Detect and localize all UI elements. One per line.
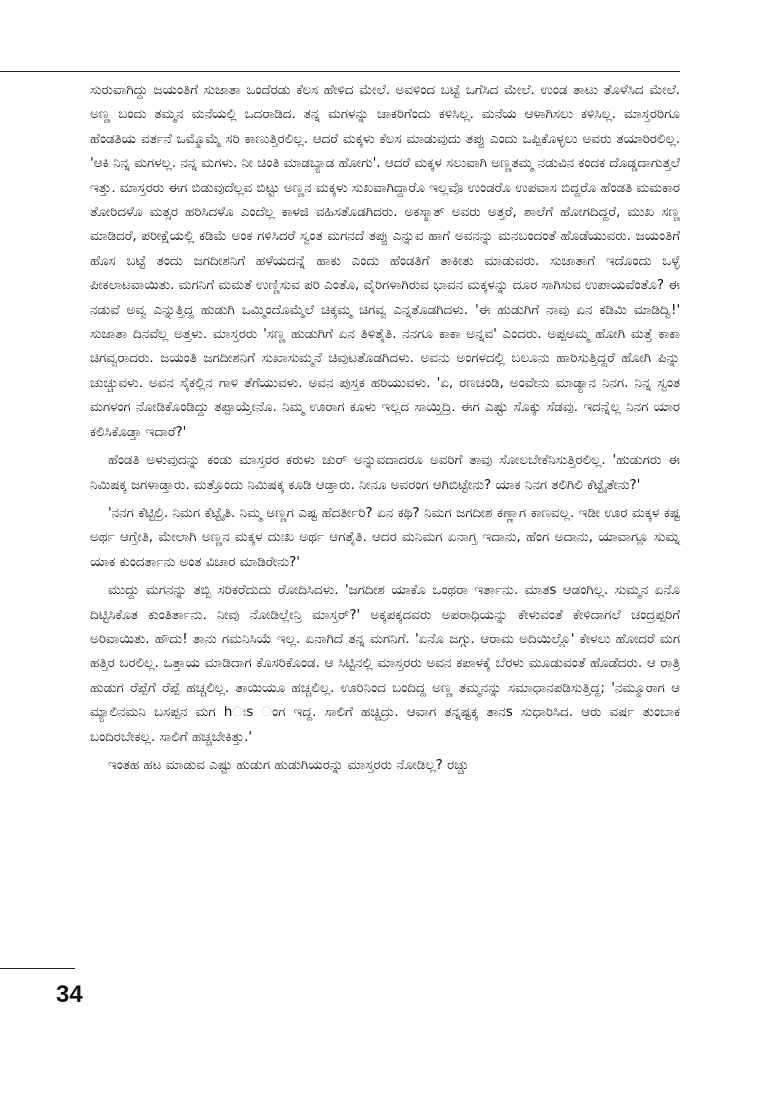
page-number: 34	[56, 981, 83, 1008]
paragraph-2: ಹೆಂಡತಿ ಅಳುವುದನ್ನು ಕಂಡು ಮಾಸ್ತರರ ಕರುಳು ಚುರ್ ಅನ್ನುವದಾದರೂ ಅವರಿಗೆ ತಾವು ಸೋಲಬೇಕೆನಿಸುತ್ತಿರಲಿಲ್ಲ. 'ಹುಡುಗರು ಈ ನಿಮಿಷಕ್ಕ ಜಗಳಾಡ್ತಾರು. ಮತ್ತೊಂದು ನಿಮಿಷಕ್ಕ ಕೂಡಿ ಆಡ್ತಾರು. ನೀನೂ ಅವರಂಗ ಆಗಿಬಿಟ್ಟೇನು? ಯಾಕ ನಿನಗ ತಲಿಗಿಲಿ ಕೆಟ್ಟೈತೇನು?'	[90, 452, 680, 493]
paragraph-3: 'ನನಗ ಕೆಟ್ಟಿಲ್ರಿ. ನಿಮಗ ಕೆಟ್ಟೈತಿ. ನಿಮ್ಮ ಅಣ್ಣಗ ಎಷ್ಟ ಹೆದರ್ತೀರಿ? ಏನ ಕಥಿ? ನಿಮಗ ಜಗದೀಶ ಕಣ್ಣಾಗ ಕಾಣವಲ್ಲ. ಇಡೀ ಊರ ಮಕ್ಕಳ ಕಷ್ಟ ಅರ್ಥ ಆಗ್ತೇತಿ, ಮೇಲಾಗಿ ಅಣ್ಣನ ಮಕ್ಕಳ ದುಃಖ ಅರ್ಥ ಆಗತೈತಿ. ಆದರ ಮನಿಮಗ ಏನಾಗ್ತ ಇದಾನು, ಹೆಂಗ ಅದಾನು, ಯಾವಾಗ್ಲೂ ಸುಮ್ನ ಯಾಕ ಕುಂದರ್ತಾನು ಅಂತ ವಿಚಾರ ಮಾಡಿರೇನು?'	[90, 504, 680, 570]
paragraph-5: ಇಂತಹ ಹಟ ಮಾಡುವ ಎಷ್ಟು ಹುಡುಗ ಹುಡುಗಿಯರನ್ನು ಮಾಸ್ತರರು ನೋಡಿಲ್ಲ? ರಚ್ಚು	[108, 756, 469, 773]
body-text	[90, 78, 680, 777]
top-rule	[0, 71, 680, 72]
paragraph-4: ಮುದ್ದು ಮಗನನ್ನು ತಬ್ಬಿ ಸರಿಕರೆದುದು ರೋದಿಸಿದಳು. 'ಜಗದೀಶ ಯಾಕೊ ಒಂಥರಾ ಇರ್ತಾನು. ಮಾತs ಆಡಂಗಿಲ್ಲ. ಸುಮ್ಮನ ಏನೊ ದಿಟ್ಟಿಸಿಕೊತ ಕುಂತಿರ್ತಾನು. ನೀವು ನೋಡಿಲ್ಲೇನ್ರಿ ಮಾಸ್ತರ್?' ಅಕ್ಕಪಕ್ಕದವರು ಅಪರಾಧಿಯನ್ನು ಕೇಳುವಂತೆ ಕೇಳಿದಾಗಲೆ ಚಂದ್ರಪ್ಪರಿಗೆ ಅರಿವಾಯಿತು. ಹೌದು! ತಾನು ಗಮನಿಸಿಯೆ ಇಲ್ಲ. ಏನಾಗಿದೆ ತನ್ನ ಮಗನಿಗೆ. 'ಏನೊ ಜಗ್ಗು. ಆರಾಮ ಅದಿಯಿಲ್ಲೊ' ಕೇಳಲು ಹೋದರೆ ಮಗ ಹತ್ತಿರ ಬರಲಿಲ್ಲ. ಒತ್ತಾಯ ಮಾಡಿದಾಗ ಕೊಸರಿಕೊಂಡ. ಆ ಸಿಟ್ಟಿನಲ್ಲಿ ಮಾಸ್ತರರು ಅವನ ಕಪಾಳಕ್ಕೆ ಬೆರಳು ಮೂಡುವಂತೆ ಹೊಡೆದರು. ಆ ರಾತ್ರಿ ಹುಡುಗ ರೆಪ್ಪೆಗೆ ರೆಪ್ಪೆ ಹಚ್ಚಲಿಲ್ಲ. ತಾಯಿಯೂ ಹಚ್ಚಲಿಲ್ಲ. ಊರಿನಿಂದ ಬಂದಿದ್ದ ಅಣ್ಣ ತಮ್ಮನನ್ನು ಸಮಾಧಾನಪಡಿಸುತ್ತಿದ್ದ; 'ನಮ್ಮೂರಾಗ ಆ ಮ್ಯಾಲಿನಮನಿ ಬಸಪ್ಪನ ಮಗ hಃs ಂಗ ಇದ್ದ. ಸಾಲಿಗೆ ಹಚ್ಚಿದ್ರು. ಆವಾಗ ತನ್ನಷ್ಟಕ್ಕ ತಾನs ಸುಧಾರಿಸಿದ. ಆರು ವರ್ಷ ತುಂಬಾಕ ಬಂದಿರಬೇಕಲ್ಲ. ಸಾಲಿಗೆ ಹಚ್ಚಬೇಕಿತ್ತು.'	[90, 582, 680, 745]
paragraph-1: ಸುರುವಾಗಿದ್ದು ಜಯಂತಿಗೆ ಸುಜಾತಾ ಒಂದೆರಡು ಕೆಲಸ ಹೇಳಿದ ಮೇಲೆ. ಅವಳಿಂದ ಬಟ್ಟೆ ಒಗೆಸಿದ ಮೇಲೆ. ಉಂಡ ತಾಟು ತೊಳೆಸಿದ ಮೇಲೆ. ಅಣ್ಣ ಬಂದು ತಮ್ಮನ ಮನೆಯಲ್ಲಿ ಒದರಾಡಿದ. ತನ್ನ ಮಗಳನ್ನು ಚಾಕರಿಗೆಂದು ಕಳಿಸಿಲ್ಲ. ಮನೆಯ ಆಳಾಗಿಸಲು ಕಳಿಸಿಲ್ಲ. ಮಾಸ್ತರರಿಗೂ ಹೆಂಡತಿಯ ವರ್ತನೆ ಒಮ್ಮೊಮ್ಮೆ ಸರಿ ಕಾಣುತ್ತಿರಲಿಲ್ಲ. ಆದರೆ ಮಕ್ಕಳು ಕೆಲಸ ಮಾಡುವುದು ತಪ್ಪು ಎಂದು ಒಪ್ಪಿಕೊಳ್ಳಲು ಅವರು ತಯಾರಿರಲಿಲ್ಲ. 'ಆಕಿ ನಿನ್ನ ಮಗಳಲ್ಲ. ನನ್ನ ಮಗಳು. ನೀ ಚಿಂತಿ ಮಾಡಬ್ಯಾಡ ಹೋಗು'. ಆದರೆ ಮಕ್ಕಳ ಸಲುವಾಗಿ ಅಣ್ಣತಮ್ಮ ನಡುವಿನ ಕಂದಕ ದೊಡ್ಡದಾಗುತ್ತಲೆ ಇತ್ತು. ಮಾಸ್ತರರು ಈಗ ಬಿಡುವುದೆಲ್ಲವ ಬಿಟ್ಟು ಅಣ್ಣನ ಮಕ್ಕಳು ಸುಖವಾಗಿದ್ದಾರೊ ಇಲ್ಲವೊ ಉಂಡರೊ ಉಪವಾಸ ಬಿದ್ದರೊ ಹೆಂಡತಿ ಮಮಕಾರ ತೋರಿದಳೊ ಮತ್ಸರ ಹರಿಸಿದಳೊ ಎಂದೆಲ್ಲ ಕಾಳಜಿ ವಹಿಸತೊಡಗಿದರು. ಅಕಸ್ಮಾತ್ ಅವರು ಅತ್ತರೆ, ಶಾಲೆಗೆ ಹೋಗದಿದ್ದರೆ, ಮುಖ ಸಣ್ಣ ಮಾಡಿದರೆ, ಪರೀಕ್ಷೆಯಲ್ಲಿ ಕಡಿಮೆ ಅಂಕ ಗಳಿಸಿದರೆ ಸ್ವಂತ ಮಗನದೆ ತಪ್ಪು ಎನ್ನುವ ಹಾಗೆ ಅವನನ್ನು ಮನಬಂದಂತೆ ಹೊಡೆಯುವರು. ಜಯಂತಿಗೆ ಹೊಸ ಬಟ್ಟೆ ತಂದು ಜಗದೀಶನಿಗೆ ಹಳೆಯದನ್ನೆ ಹಾಕು ಎಂದು ಹೆಂಡತಿಗೆ ತಾಕೀತು ಮಾಡುವರು. ಸುಜಾತಾಗೆ ಇದೊಂದು ಒಳ್ಳೆ ಪೀಕಲಾಟವಾಯಿತು. ಮಗನಿಗೆ ಮಮತೆ ಉಣ್ಣಿಸುವ ಪರಿ ಎಂತೊ, ವೈರಿಗಳಾಗಿರುವ ಭಾವನ ಮಕ್ಕಳನ್ನು ದೂರ ಸಾಗಿಸುವ ಉಪಾಯವೆಂತೊ? ಈ ನಡುವೆ ಅವ್ವ ಎನ್ನುತ್ತಿದ್ದ ಹುಡುಗಿ ಒಮ್ಮಿಂದೊಮ್ಮೆಲೆ ಚಿಕ್ಕಮ್ಮ ಚಿಗವ್ವ ಎನ್ನತೊಡಗಿದಳು. 'ಈ ಹುಡುಗಿಗೆ ನಾವು ಏನ ಕಡಿಮಿ ಮಾಡಿದ್ವಿ!' ಸುಜಾತಾ ದಿನವೆಲ್ಲ ಅತ್ತಳು. ಮಾಸ್ತರರು 'ಸಣ್ಣ ಹುಡುಗಿಗೆ ಏನ ತಿಳಿತೈತಿ. ನನಗೂ ಕಾಕಾ ಅನ್ನವ' ಎಂದರು. ಅಪ್ಪಅಮ್ಮ ಹೋಗಿ ಮತ್ತೆ ಕಾಕಾ ಚಿಗವ್ವರಾದರು. ಜಯಂತಿ ಜಗದೀಶನಿಗೆ ಸುಖಾಸುಮ್ಮನೆ ಚಿವುಟತೊಡಗಿದಳು. ಅವನು ಅಂಗಳದಲ್ಲಿ ಬಲೂನು ಹಾರಿಸುತ್ತಿದ್ದರೆ ಹೋಗಿ ಪಿನ್ನು ಚುಚ್ಚುವಳು. ಅವನ ಸೈಕಲ್ಲಿನ ಗಾಳಿ ತೆಗೆಯುವಳು. ಅವನ ಪುಸ್ತಕ ಹರಿಯುವಳು. 'ಏ, ರಣಚಂಡಿ, ಅಂವೇನು ಮಾಡ್ಯಾನ ನಿನಗ. ನಿನ್ನ ಸ್ವಂತ ಮಗಳಂಗ ನೋಡಿಕೊಂಡಿದ್ದು ತಪ್ಪಾಯ್ತೇನೊ. ನಿಮ್ಮ ಊರಾಗ ಕೂಳು ಇಲ್ಲದ ಸಾಯ್ತಿದ್ರಿ. ಈಗ ಎಷ್ಟು ಸೊಕ್ಕು ಸೆಡವು. ಇದನ್ನೆಲ್ಲ ನಿನಗ ಯಾರ ಕಲಿಸಿಕೊಡ್ತಾ ಇದಾರೆ?'	[90, 82, 680, 440]
page-number-rule	[0, 968, 75, 969]
